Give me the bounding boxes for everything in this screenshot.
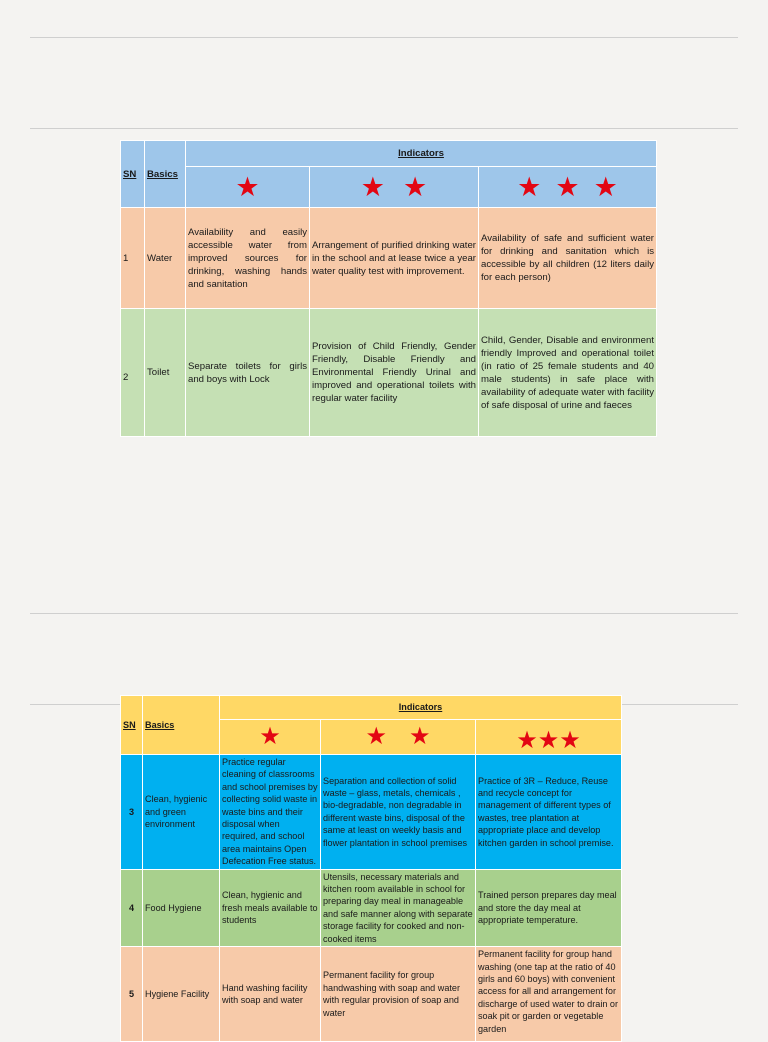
row-sn: 4 [121,869,143,946]
row-basic: Clean, hygienic and green environment [143,755,220,870]
row-two-star-text: Separation and collection of solid waste – glass, metals, chemicals , bio-degradable, non degradable in different waste bins, disposal of the same at least on weekly basis and flower plantation in school premises [321,755,476,870]
row-one-star-text: Separate toilets for girls and boys with Lock [186,309,310,437]
table-row [121,947,622,1042]
row-one-star-text: Availability and easily accessible water from improved sources for drinking, washing hands and sanitation [186,208,310,309]
row-two-star-text: Provision of Child Friendly, Gender Friendly, Disable Friendly and Environmental Friendly Urinal and improved and operational toilets with regular water facility [310,309,479,437]
row-basic: Hygiene Facility [143,947,220,1042]
table-row [121,309,657,437]
row-three-star-text: Child, Gender, Disable and environment friendly Improved and operational toilet (in ratio of 25 female students and 40 male students) in safe place with availability of adequate water with facility of safe disposal of urine and faeces [479,309,657,437]
star-icon: ★ [559,727,581,754]
row-sn: 2 [121,309,145,437]
indicators-table-water-toilet [120,140,657,437]
star-icon: ★ [593,171,618,202]
table-row [121,755,622,870]
header-basics: Basics [145,141,186,208]
table-row [121,869,622,946]
star-icon: ★ [537,727,560,754]
indicators-table-1 [120,140,656,436]
row-two-star-text: Permanent facility for group handwashing with soap and water with regular provision of soap and water [321,947,476,1042]
row-basic: Water [145,208,186,309]
header-one-star [220,720,321,755]
star-icon: ★ [409,723,431,750]
header-three-star [479,167,657,208]
row-basic: Toilet [145,309,186,437]
header-two-star [310,167,479,208]
header-basics: Basics [143,696,220,755]
row-three-star-text: Trained person prepares day meal and store the day meal at appropriate temperature. [476,869,622,946]
header-two-star [321,720,476,755]
table-row [121,208,657,309]
row-sn: 1 [121,208,145,309]
row-sn: 5 [121,947,143,1042]
header-sn: SN [121,141,145,208]
row-three-star-text: Permanent facility for group hand washing (one tap at the ratio of 40 girls and 60 boys) with convenient access for all and arrangement for discharge of used water to drain or soak pit or garden or vegetable garden [476,947,622,1042]
row-two-star-text: Utensils, necessary materials and kitchen room available in school for preparing day meal in manageable and safe manner along with separate storage facility for cooked and non-cooked items [321,869,476,946]
divider-middle [30,613,738,614]
star-icon: ★ [555,171,580,202]
header-indicators: Indicators [220,696,622,720]
star-icon: ★ [235,171,260,202]
star-icon: ★ [517,171,542,202]
header-sn: SN [121,696,143,755]
header-three-star [476,720,622,755]
header-indicators: Indicators [186,141,657,167]
divider-slide1 [30,128,738,129]
row-basic: Food Hygiene [143,869,220,946]
star-icon: ★ [403,172,428,202]
indicators-table-environment-food-hygiene [120,695,622,1042]
star-icon: ★ [516,727,538,754]
row-two-star-text: Arrangement of purified drinking water in the school and at lease twice a year water quality test with improvement. [310,208,479,309]
star-icon: ★ [259,723,281,750]
row-three-star-text: Availability of safe and sufficient water for drinking and sanitation which is accessible by all children (12 liters daily for each person) [479,208,657,309]
indicators-table-2 [120,695,621,1034]
row-one-star-text: Clean, hygienic and fresh meals available to students [220,869,321,946]
divider-top [30,37,738,38]
star-icon: ★ [360,172,385,202]
row-sn: 3 [121,755,143,870]
header-one-star [186,167,310,208]
row-one-star-text: Practice regular cleaning of classrooms and school premises by collecting solid waste in waste bins and their disposal when required, and school area maintains Open Defecation Free status. [220,755,321,870]
row-three-star-text: Practice of 3R – Reduce, Reuse and recycle concept for management of different types of wastes, tree plantation at appropriate place and develop kitchen garden in school premise. [476,755,622,870]
star-icon: ★ [365,723,387,750]
row-one-star-text: Hand washing facility with soap and water [220,947,321,1042]
